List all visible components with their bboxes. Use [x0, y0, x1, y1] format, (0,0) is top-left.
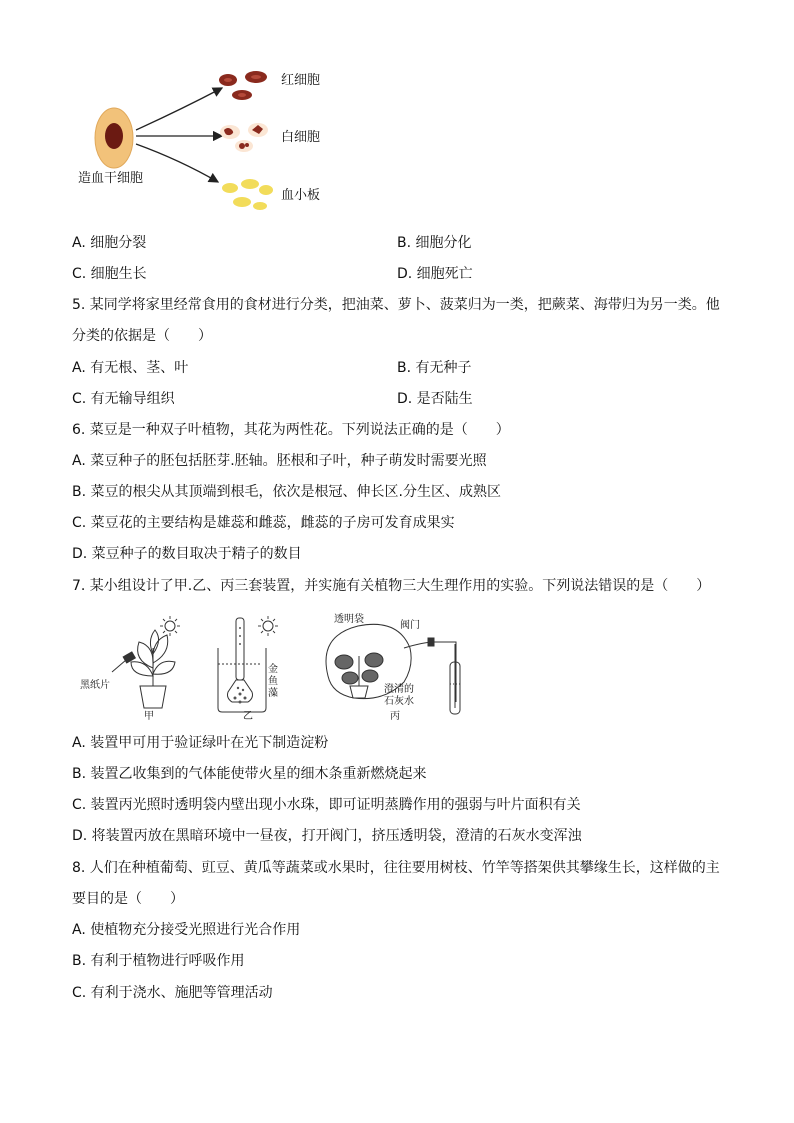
q7-option-d: D. 将装置丙放在黑暗环境中一昼夜，打开阀门，挤压透明袋，澄清的石灰水变浑浊	[72, 828, 582, 844]
label-limewater-1: 澄清的	[384, 684, 414, 695]
platelet	[241, 179, 259, 189]
label-transparent-bag: 透明袋	[334, 614, 364, 625]
q7-stem: 7. 某小组设计了甲.乙、丙三套装置，并实施有关植物三大生理作用的实验。下列说法错误的是（ ）	[72, 578, 711, 594]
arrow-to-platelet	[136, 144, 218, 182]
q8-option-c: C. 有利于浇水、施肥等管理活动	[72, 985, 273, 1001]
q6-option-b: B. 菜豆的根尖从其顶端到根毛，依次是根冠、伸长区.分生区、成熟区	[72, 484, 501, 500]
q5-option-b: B. 有无种子	[397, 360, 472, 376]
q4-option-d: D. 细胞死亡	[397, 266, 473, 282]
q8-option-b: B. 有利于植物进行呼吸作用	[72, 953, 245, 969]
stem-cell-label: 造血干细胞	[78, 171, 144, 186]
label-goldfish-weed-2: 鱼	[268, 676, 278, 687]
label-goldfish-weed-3: 藻	[268, 688, 278, 699]
q5-stem-line2: 分类的依据是（ ）	[72, 328, 212, 344]
label-black-paper: 黑纸片	[80, 680, 110, 691]
label-valve: 阀门	[400, 620, 420, 631]
q4-option-b: B. 细胞分化	[397, 235, 472, 251]
platelet	[253, 202, 267, 210]
label-bing: 丙	[390, 711, 400, 722]
q5-stem-line1: 5. 某同学将家里经常食用的食材进行分类，把油菜、萝卜、菠菜归为一类，把蕨菜、海带归为另一类。他	[72, 297, 720, 313]
q5-option-d: D. 是否陆生	[397, 391, 473, 407]
q7-option-c: C. 装置丙光照时透明袋内壁出现小水珠，即可证明蒸腾作用的强弱与叶片面积有关	[72, 797, 581, 813]
arrow-to-red	[136, 88, 222, 130]
q5-option-a: A. 有无根、茎、叶	[72, 360, 189, 376]
q8-stem-line2: 要目的是（ ）	[72, 891, 184, 907]
platelet	[259, 185, 273, 195]
label-jia: 甲	[144, 711, 154, 722]
q8-stem-line1: 8. 人们在种植葡萄、豇豆、黄瓜等蔬菜或水果时，往往要用树枝、竹竿等搭架供其攀缘生长，这样做的主	[72, 860, 720, 876]
q6-option-d: D. 菜豆种子的数目取决于精子的数目	[72, 546, 302, 562]
q7-option-a: A. 装置甲可用于验证绿叶在光下制造淀粉	[72, 735, 329, 751]
platelet	[222, 183, 238, 193]
q6-stem: 6. 菜豆是一种双子叶植物，其花为两性花。下列说法正确的是（ ）	[72, 422, 510, 438]
q4-option-c: C. 细胞生长	[72, 266, 147, 282]
q6-option-a: A. 菜豆种子的胚包括胚芽.胚轴。胚根和子叶，种子萌发时需要光照	[72, 453, 487, 469]
platelet-label: 血小板	[281, 188, 321, 203]
q4-option-a: A. 细胞分裂	[72, 235, 147, 251]
q7-option-b: B. 装置乙收集到的气体能使带火星的细木条重新燃烧起来	[72, 766, 427, 782]
label-yi: 乙	[243, 711, 253, 722]
white-cell-label: 白细胞	[281, 130, 321, 145]
label-goldfish-weed-1: 金	[268, 664, 278, 675]
label-limewater-2: 石灰水	[384, 696, 414, 707]
q5-option-c: C. 有无输导组织	[72, 391, 175, 407]
platelet	[233, 197, 251, 207]
apparatus-jia	[112, 616, 180, 708]
q6-option-c: C. 菜豆花的主要结构是雄蕊和雌蕊，雌蕊的子房可发育成果实	[72, 515, 455, 531]
q8-option-a: A. 使植物充分接受光照进行光合作用	[72, 922, 301, 938]
red-cell-label: 红细胞	[281, 73, 321, 88]
stem-cell-nucleus	[105, 123, 123, 149]
